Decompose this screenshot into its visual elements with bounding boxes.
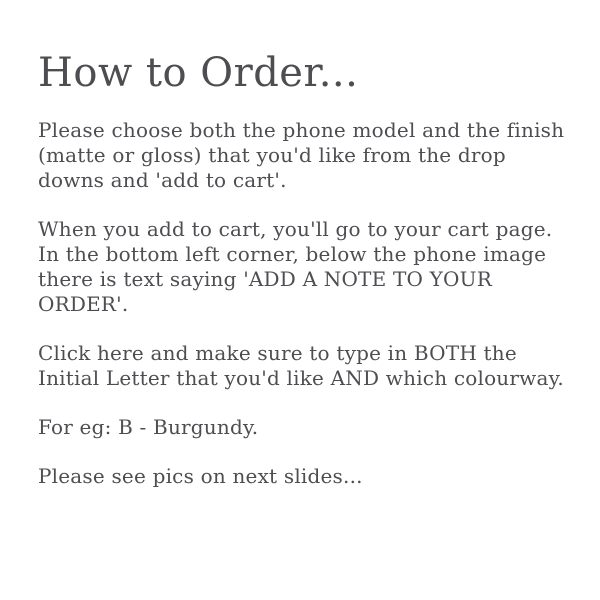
paragraph-initial-and-colourway: Click here and make sure to type in BOTH the Initial Letter that you'd like AND which colourway. [38, 341, 564, 391]
paragraph-example: For eg: B - Burgundy. [38, 415, 259, 440]
paragraph-choose-model-finish: Please choose both the phone model and the finish (matte or gloss) that you'd like from the drop downs and 'add to cart'. [38, 118, 565, 193]
paragraph-see-next-slides: Please see pics on next slides... [38, 464, 363, 489]
paragraph-add-note-instructions: When you add to cart, you'll go to your cart page. In the bottom left corner, below the phone image there is text saying 'ADD A NOTE TO YOUR ORDER'. [38, 217, 553, 317]
page-title: How to Order... [38, 50, 359, 96]
